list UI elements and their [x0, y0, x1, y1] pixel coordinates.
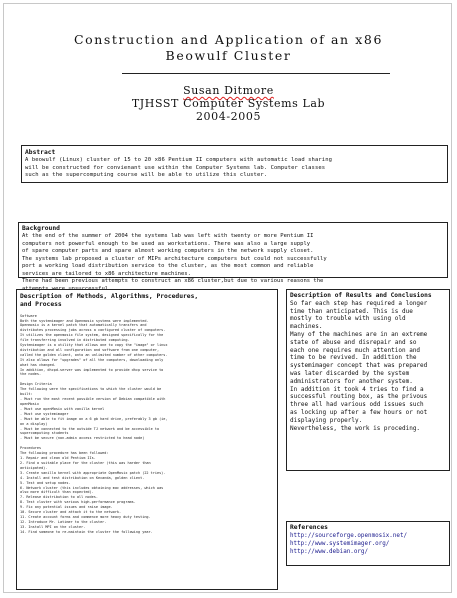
methods-heading-line-1: Description of Methods, Algorithms, Procedures,	[20, 293, 199, 300]
title-divider	[122, 73, 390, 74]
methods-procedures: Procedures The following procedure has been followed: 1. Repair and clean old Pentium IIs. 2. Find a suitable place for the cluster (this was harder than anticipated). 3. Create vanilla kernel with appropriate OpenMosix patch (22 tries). 4. Install and test distribution on Kecanda, golden client. 5. Test and setup nodes. 6. Network cluster (this includes obtaining mac addresses, which was also more difficult than expected). 7. Release distribution to all nodes. 8. Test cluster with various high-performance programs. 9. Fix any potential issues and raise image. 10. Secure cluster and attach it to the network. 11. Create account forms and commence more heavy duty testing. 12. Introduce Mr. Latimer to the cluster. 13. Install MPI on the cluster. 14. Find someone to re-maintain the cluster the following year.	[20, 446, 166, 534]
methods-design-criteria: Design Criteria The following were the specifications to which the cluster would be built: - Must run the most recent possible version of Debian compatible with openMosix - Must use openMosix with vanilla kernel - Must use systemimager - Must be able to fit image on a 6 gb hard drive, preferably 3 gb (ie, on a display) - Must be connected to the outside TJ network and be accessible to supercomputing students - Must be secure (non-admin access restricted to head node)	[20, 382, 168, 441]
results-line: time than anticipated. This is due	[290, 307, 413, 315]
author-block	[0, 84, 457, 123]
results-line: three all had various odd issues such	[290, 401, 424, 409]
results-line: was later discarded by the system	[290, 369, 410, 377]
abstract-line: will be constructed for convienant use within the Computer Systems lab. Computer classes	[25, 164, 326, 171]
background-line: attempts were unsuccessful.	[22, 285, 112, 292]
years: 2004-2005	[195, 110, 262, 123]
results-line: successful routing box, as the privous	[290, 393, 428, 401]
background-line: At the end of the summer of 2004 the systems lab was left with twenty or more Pentium II	[22, 233, 314, 239]
title-line-2: Beowulf Cluster	[165, 48, 292, 63]
poster-title	[0, 32, 457, 64]
results-box	[286, 289, 450, 471]
background-line: computers not powerful enough to be used as workstations. There was also a large supply	[22, 240, 311, 247]
background-heading: Background	[22, 225, 60, 232]
abstract-line: such as the supercomputing course will be able to utilize this cluster.	[25, 172, 268, 179]
results-line: as locking up after a few hours or not	[290, 408, 428, 416]
abstract-heading: Abstract	[25, 149, 56, 156]
abstract-text	[25, 157, 444, 180]
references-box	[286, 521, 450, 566]
results-line: Many of the machines are in an extreme	[290, 330, 428, 338]
methods-software: Software Both the systemimager and Openmosix systems were implemented. Openmosix is a kernel patch that automatically transfers and distributes processing jobs across a configured cluster of computers. It utilizes the openmosix file system, designed specifically for the file transferring involved in distributed computing. Systemimager is a utility that allows one to copy the "image" or linux distribution and all configuration and software from one computer, called the golden client, onto an unlimited number of other computers. It also allows for "upgrades" of all the computers, downloading only what has changed. In addition, dhcpd-server was implemented to provide dhcp service to the nodes.	[20, 313, 168, 377]
methods-heading	[20, 293, 274, 309]
results-line: administrators for another system.	[290, 377, 413, 385]
results-line: time to be revived. In addition the	[290, 354, 417, 362]
results-line: displaying properly.	[290, 416, 363, 424]
background-box	[18, 222, 448, 292]
author-name: Susan Ditmore	[183, 84, 274, 97]
results-line: each one requires much attention and	[290, 346, 421, 354]
organization: TJHSST Computer Systems Lab	[131, 97, 326, 110]
reference-link-openmosix[interactable]: http://sourceforge.openmosix.net/	[290, 533, 408, 539]
background-line: of spare computer parts and spare almost working computers in the network supply closet.	[22, 248, 314, 255]
results-line: systemimager concept that was prepared	[290, 362, 428, 370]
abstract-box	[21, 145, 448, 183]
background-text	[22, 233, 444, 293]
results-heading: Description of Results and Conclusions	[290, 292, 432, 299]
title-line-1: Construction and Application of an x86	[73, 32, 384, 47]
results-line: state of abuse and disrepair and so	[290, 338, 417, 346]
methods-heading-line-2: and Process	[20, 300, 62, 308]
reference-link-systemimager[interactable]: http://www.systemimager.org/	[290, 541, 390, 547]
background-line: port a working load distribution service to the cluster, as the most common and reliable	[22, 263, 314, 270]
references-heading: References	[290, 524, 328, 531]
background-line: There had been previous attempts to construct an x86 cluster,but due to various reasons the	[22, 278, 324, 285]
abstract-line: A beowulf (Linux) cluster of 15 to 20 x86 Pentium II computers with automatic load sharing	[25, 157, 333, 163]
results-text	[290, 300, 446, 433]
results-line: mostly to trouble with using old	[290, 315, 406, 323]
methods-box	[16, 289, 278, 590]
reference-link-debian[interactable]: http://www.debian.org/	[290, 549, 369, 555]
background-line: The systems lab proposed a cluster of MIPs architecture computers but could not successfully	[22, 255, 327, 262]
background-line: services are tailored to x86 architecture machines.	[22, 270, 191, 277]
results-line: In addition it took 4 tries to find a	[290, 385, 424, 393]
results-line: So far each step has required a longer	[290, 299, 428, 307]
results-line: machines.	[290, 323, 323, 331]
results-line: Nevertheless, the work is proceding.	[290, 424, 421, 432]
